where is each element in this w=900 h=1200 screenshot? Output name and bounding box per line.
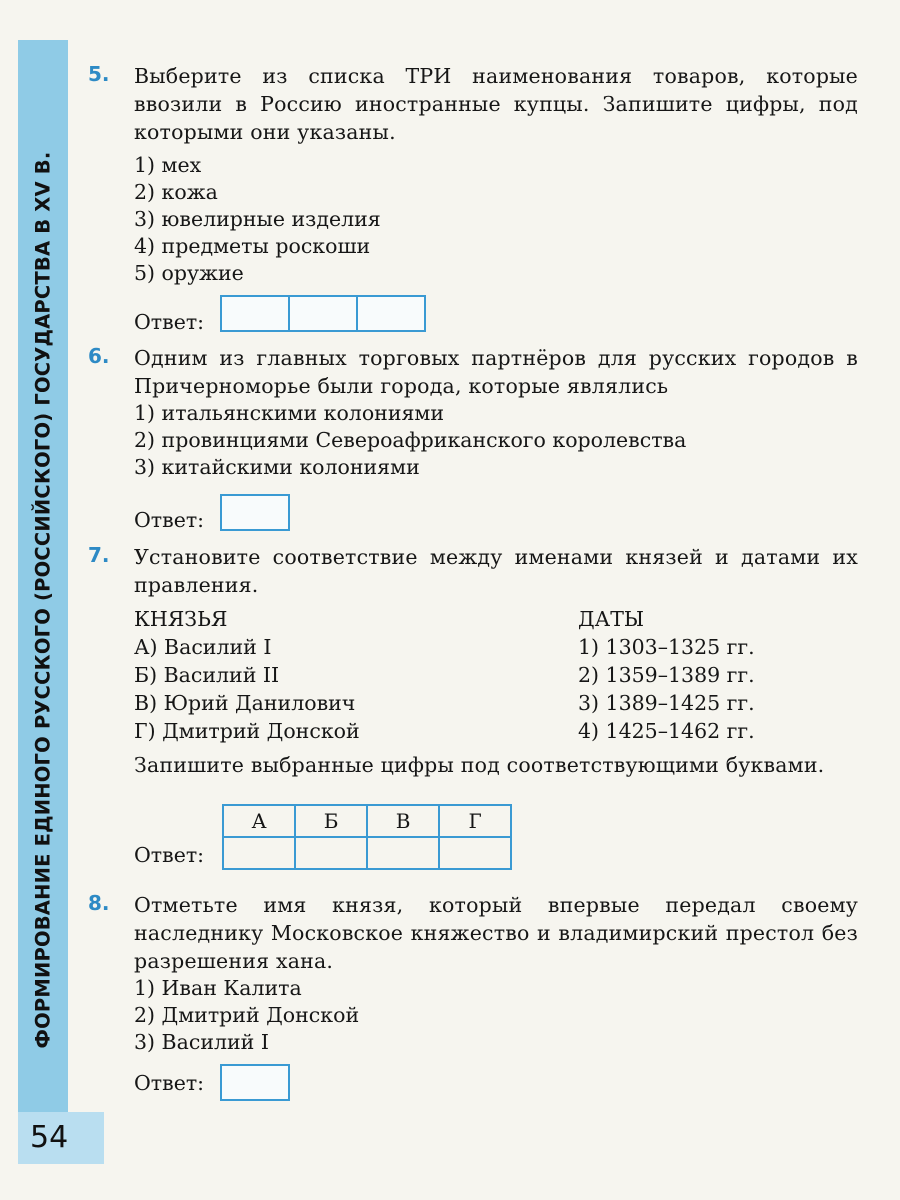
question-7-instruction	[88, 751, 858, 779]
option: 3) китайскими колониями	[134, 455, 420, 479]
table-header-b: Б	[295, 805, 367, 837]
prince-item: Б) Василий II	[134, 663, 280, 687]
column-header: ДАТЫ	[578, 607, 645, 631]
question-number: 6.	[88, 344, 110, 368]
date-item: 1) 1303–1325 гг.	[578, 635, 755, 659]
answer-cell-1[interactable]	[220, 1064, 290, 1101]
page-number: 54	[30, 1120, 69, 1155]
option: 3) ювелирные изделия	[134, 207, 381, 231]
answer-cell-g[interactable]	[439, 837, 511, 869]
answer-row-6	[134, 492, 290, 532]
option: 2) провинциями Североафриканского королевства	[134, 428, 687, 452]
option: 2) Дмитрий Донской	[134, 1003, 360, 1027]
answer-cells	[222, 295, 426, 332]
prince-item: Г) Дмитрий Донской	[134, 719, 360, 743]
princes-column	[134, 605, 360, 745]
answer-cell-3[interactable]	[356, 295, 426, 332]
answer-table	[222, 804, 512, 870]
answer-label: Ответ:	[134, 310, 205, 334]
question-number: 5.	[88, 62, 110, 86]
question-text: Одним из главных торговых партнёров для русских городов в Причерноморье были города, которые являлись	[134, 346, 858, 398]
answer-row-5	[134, 292, 426, 334]
question-number: 7.	[88, 543, 110, 567]
option: 5) оружие	[134, 261, 244, 285]
answer-cells	[222, 1064, 290, 1101]
answer-cell-b[interactable]	[295, 837, 367, 869]
prince-item: А) Василий I	[134, 635, 272, 659]
option: 1) итальянскими колониями	[134, 401, 445, 425]
date-item: 3) 1389–1425 гг.	[578, 691, 755, 715]
option: 1) Иван Калита	[134, 976, 302, 1000]
answer-cell-1[interactable]	[220, 494, 290, 531]
answer-label: Ответ:	[134, 508, 205, 532]
table-header-a: А	[223, 805, 295, 837]
option: 1) мех	[134, 153, 202, 177]
answer-cells	[222, 494, 290, 531]
answer-row-8	[134, 1064, 290, 1101]
answer-label: Ответ:	[134, 1070, 205, 1095]
dates-column	[578, 605, 755, 745]
prince-item: В) Юрий Данилович	[134, 691, 356, 715]
question-text: Отметьте имя князя, который впервые передал своему наследнику Московское княжество и владимирский престол без разрешения хана.	[134, 893, 858, 973]
question-7	[88, 543, 858, 599]
date-item: 4) 1425–1462 гг.	[578, 719, 755, 743]
table-header-v: В	[367, 805, 439, 837]
chapter-title: ФОРМИРОВАНИЕ ЕДИНОГО РУССКОГО (РОССИЙСКОГО) ГОСУДАРСТВА В XV В.	[31, 151, 55, 1049]
question-text: Выберите из списка ТРИ наименования товаров, которые ввозили в Россию иностранные купцы. Запишите цифры, под которыми они указаны.	[134, 64, 858, 144]
answer-cell-a[interactable]	[223, 837, 295, 869]
question-number: 8.	[88, 891, 110, 915]
column-header: КНЯЗЬЯ	[134, 607, 228, 631]
option: 2) кожа	[134, 180, 218, 204]
question-6	[88, 344, 858, 481]
answer-label: Ответ:	[134, 843, 205, 867]
answer-cell-2[interactable]	[288, 295, 358, 332]
instruction-text: Запишите выбранные цифры под соответствующими буквами.	[134, 753, 825, 777]
table-header-g: Г	[439, 805, 511, 837]
date-item: 2) 1359–1389 гг.	[578, 663, 755, 687]
answer-row-7	[134, 804, 512, 870]
answer-cell-v[interactable]	[367, 837, 439, 869]
question-8	[88, 891, 858, 1056]
question-text: Установите соответствие между именами князей и датами их правления.	[134, 545, 858, 597]
question-5	[88, 62, 858, 287]
option: 4) предметы роскоши	[134, 234, 371, 258]
option: 3) Василий I	[134, 1030, 269, 1054]
answer-cell-1[interactable]	[220, 295, 290, 332]
